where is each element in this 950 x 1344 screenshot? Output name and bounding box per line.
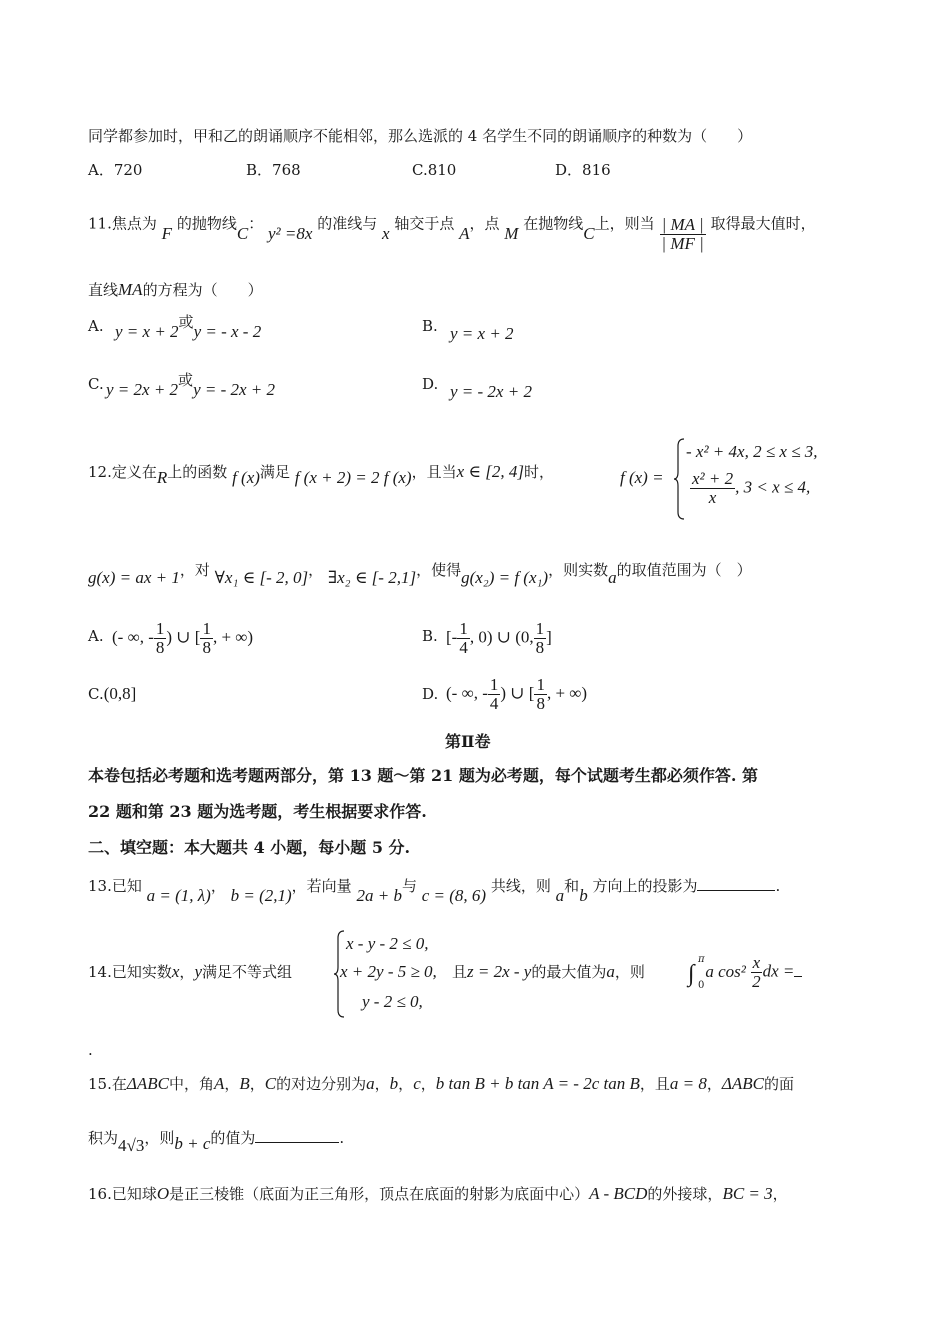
q12-fx: f (x)	[232, 468, 260, 487]
q12-text: 定义在	[111, 463, 157, 481]
q11-stem	[88, 206, 816, 253]
q12-case2-frac	[690, 470, 735, 507]
q12-option-d	[446, 676, 587, 713]
q14-a: a	[606, 962, 615, 981]
q15-C: C	[264, 1074, 277, 1093]
q12-opt-frac	[534, 676, 547, 713]
q11-C: C	[236, 223, 249, 243]
q15-text: ，	[374, 1075, 390, 1093]
q12-g: g(x) = ax + 1	[88, 568, 180, 587]
q12-text: ，使得	[416, 561, 462, 579]
q13-vec-b: b = (2,1)	[230, 886, 292, 905]
q15-b-plus-c: b + c	[174, 1134, 211, 1153]
q12-opt-text: (- ∞, -	[446, 683, 488, 703]
q11-option-b-label: B.	[422, 317, 438, 335]
section-heading: 二、填空题：本大题共 4 小题，每小题 5 分.	[88, 838, 411, 857]
q11-option-c	[106, 371, 276, 400]
q11-text: 取得最大值时，	[710, 214, 816, 233]
q11-text: 在抛物线	[523, 214, 584, 233]
q11-option-c-label: C.	[88, 375, 104, 393]
q11-option-a-eq2: y = - x - 2	[193, 322, 262, 341]
q11-C: C	[583, 223, 595, 243]
q14-text: ，	[179, 963, 195, 981]
q15-triangle: ΔABC	[721, 1074, 764, 1093]
frac-den: 4	[459, 638, 468, 657]
q12-option-c-label: C.	[88, 685, 104, 703]
integral-lower: 0	[698, 980, 705, 991]
q15-area: 4√3	[118, 1136, 145, 1155]
q11-option-a-eq1: y = x + 2	[115, 322, 179, 341]
q12-text: ，则实数	[548, 561, 609, 579]
q11-text: 的方程为（ ）	[142, 281, 263, 299]
q12-case2-tail: , 3 < x ≤ 4,	[735, 477, 811, 497]
q13-text: ，若向量	[291, 877, 352, 895]
q11-text: 焦点为	[111, 214, 157, 233]
q14-stem-tail	[452, 962, 645, 982]
q16-stem	[88, 1184, 788, 1204]
q15-text: ，	[706, 1075, 722, 1093]
q12-text: ，且当	[411, 463, 457, 481]
q14-x: x	[171, 962, 180, 981]
q11-M: M	[504, 223, 519, 243]
frac-num: 1	[155, 619, 165, 638]
q11-text: ：	[248, 214, 264, 233]
q15-stem-line2	[88, 1128, 345, 1155]
part2-title: 第Ⅱ卷	[445, 732, 491, 751]
q11-or: 或	[178, 313, 194, 331]
q15-text: .	[339, 1129, 345, 1147]
q12-g-eq: g(x₂) = f (x₁)	[461, 568, 549, 587]
q15-text: 的值为	[210, 1129, 256, 1147]
q16-O: O	[156, 1184, 170, 1203]
frac-den: 8	[155, 638, 165, 657]
q12-a: a	[608, 568, 617, 587]
q13-answer-blank[interactable]	[697, 876, 775, 891]
q14-z: z = 2x - y	[467, 962, 532, 981]
q15-text: ，	[249, 1075, 265, 1093]
q14-text: 已知实数	[111, 963, 172, 981]
q15-text: 的对边分别为	[276, 1075, 367, 1093]
q13-num: 13.	[88, 877, 112, 895]
q12-option-b	[446, 620, 552, 657]
q16-text: 是正三棱锥（底面为正三角形，顶点在底面的射影为底面中心）	[169, 1185, 590, 1203]
q13-text: 共线，则	[490, 877, 551, 895]
q14-ineq-1: x - y - 2 ≤ 0,	[346, 934, 429, 953]
q15-text: ，	[224, 1075, 240, 1093]
q12-fdef: f (x) =	[620, 468, 664, 487]
q11-stem-line2	[88, 280, 263, 300]
q12-text: ，对	[179, 561, 210, 579]
q15-text: ，且	[639, 1075, 670, 1093]
q12-R: R	[156, 468, 168, 487]
q15-triangle: ΔABC	[126, 1074, 169, 1093]
q10-option-b: B．768	[246, 161, 301, 179]
q12-text: 时，	[523, 463, 554, 481]
q13-text: 已知	[111, 877, 142, 895]
q11-option-d-eq: y = - 2x + 2	[450, 382, 532, 401]
q14-ineq-2: x + 2y - 5 ≥ 0,	[340, 962, 437, 981]
q12-option-d-label: D.	[422, 685, 439, 703]
q11-parabola-eq: y² =8x	[267, 223, 313, 243]
q14-text: 的最大值为	[531, 963, 607, 981]
q16-pyramid: A - BCD	[589, 1184, 648, 1203]
q12-opt-text: ) ∪ [	[166, 627, 201, 647]
q12-text: ，	[308, 561, 324, 579]
q11-ratio-num: | MA |	[661, 215, 704, 234]
q12-option-a-label: A.	[88, 627, 104, 645]
q16-text: 已知球	[111, 1185, 157, 1203]
q13-a: a	[555, 886, 565, 905]
q11-text: 直线	[88, 281, 119, 299]
frac-den: 8	[535, 638, 545, 657]
q11-option-a	[115, 313, 262, 342]
q11-option-c-eq1: y = 2x + 2	[106, 380, 179, 399]
q11-option-c-eq2: y = - 2x + 2	[193, 380, 276, 399]
q13-stem	[88, 876, 781, 905]
frac-num: 1	[459, 619, 468, 638]
q12-stem	[88, 462, 554, 487]
frac-den: 8	[536, 694, 545, 713]
q13-vec-c: c = (8, 6)	[421, 886, 487, 905]
q12-opt-text: (- ∞, -	[112, 627, 154, 647]
q14-text: 且	[452, 963, 468, 981]
q15-text: ，	[398, 1075, 414, 1093]
q11-option-d-label: D.	[422, 375, 439, 393]
q14-text: 满足不等式组	[201, 963, 292, 981]
q13-text: 和	[564, 877, 580, 895]
q11-text: 的抛物线	[176, 214, 237, 233]
q11-ratio-den: | MF |	[661, 234, 704, 253]
q11-ratio	[659, 216, 705, 253]
q13-text: 方向上的投影为	[592, 877, 698, 895]
frac-den: 4	[489, 694, 499, 713]
q14-num: 14.	[88, 963, 112, 981]
q12-case2-den: x	[708, 488, 717, 507]
q14-integral	[688, 954, 802, 991]
q12-text: 上的函数	[167, 463, 228, 481]
q12-functional-eq: f (x + 2) = 2 f (x)	[294, 468, 412, 487]
q14-text: ，则	[614, 963, 645, 981]
q15-a-value: a = 8	[669, 1074, 707, 1093]
q10-text: 同学都参加时，甲和乙的朗诵顺序不能相邻，那么选派的 4 名学生不同的朗诵顺序的种数为（ ）	[88, 127, 753, 145]
q12-option-a	[112, 620, 253, 657]
integrand-tail: dx =	[762, 961, 795, 981]
q12-opt-text: , + ∞)	[546, 683, 588, 703]
q16-BC: BC = 3	[722, 1184, 773, 1203]
part2-intro-line1: 本卷包括必考题和选考题两部分，第 13 题～第 21 题为必考题，每个试题考生都必须作答. 第	[88, 766, 758, 785]
q12-opt-frac	[488, 676, 501, 713]
q12-stem-line2	[88, 560, 752, 587]
q12-opt-frac	[200, 620, 213, 657]
q14-stem	[88, 962, 292, 982]
q14-dot: .	[88, 1041, 93, 1059]
q12-case2	[690, 470, 810, 507]
q14-y: y	[194, 962, 202, 981]
q11-text: 轴交于点	[394, 214, 455, 233]
q16-num: 16.	[88, 1185, 112, 1203]
q15-text: 中，角	[168, 1075, 214, 1093]
frac-den: 2	[752, 972, 761, 991]
q13-text: 与	[401, 877, 417, 895]
q11-option-a-label: A.	[88, 317, 104, 335]
q12-option-b-label: B.	[422, 627, 438, 645]
q11-text: ，点	[469, 214, 500, 233]
q10-option-d: D．816	[555, 161, 611, 179]
q15-text: ，	[420, 1075, 436, 1093]
q11-F: F	[161, 223, 173, 243]
q12-opt-text: ]	[546, 627, 552, 647]
q12-option-c	[88, 684, 136, 704]
q13-b: b	[579, 886, 588, 905]
q12-opt-frac	[534, 620, 547, 657]
q11-A: A	[459, 223, 470, 243]
integrand: a cos²	[705, 961, 751, 981]
q12-brace	[674, 438, 686, 520]
frac-den: 8	[202, 638, 211, 657]
q12-opt-text: [-	[446, 627, 458, 647]
q12-num: 12.	[88, 463, 112, 481]
q12-opt-text: , 0) ∪ (0,	[469, 627, 534, 647]
q13-text: .	[775, 877, 781, 895]
q12-opt-frac	[154, 620, 167, 657]
q12-opt-text: ) ∪ [	[500, 683, 535, 703]
q12-opt-frac	[457, 620, 470, 657]
q15-equation: b tan B + b tan A = - 2c tan B	[435, 1074, 640, 1093]
q11-or: 或	[178, 371, 194, 389]
q14-answer-blank[interactable]	[794, 962, 802, 977]
frac-num: 1	[489, 675, 499, 694]
q11-text: 上，则当	[594, 214, 655, 233]
q13-vec-sum: 2a + b	[356, 886, 402, 905]
q12-opt-text: , + ∞)	[212, 627, 254, 647]
q15-stem	[88, 1074, 794, 1094]
q12-forall: ∀x₁ ∈ [- 2, 0]	[214, 568, 309, 587]
frac-num: x	[752, 953, 761, 972]
q15-text: ，则	[144, 1129, 175, 1147]
q15-answer-blank[interactable]	[255, 1128, 339, 1143]
q12-domain: x ∈ [2, 4]	[456, 462, 524, 481]
q10-option-a: A．720	[88, 161, 143, 179]
frac-num: 1	[536, 675, 545, 694]
q12-exists: ∃x₂ ∈ [- 2,1]	[327, 568, 417, 587]
q15-a: a	[366, 1074, 375, 1093]
q11-x: x	[381, 223, 390, 243]
q11-num: 11.	[88, 214, 112, 233]
q11-option-d	[450, 382, 532, 402]
integral-sign: ∫	[688, 960, 695, 987]
frac-num: 1	[535, 619, 545, 638]
q15-b: b	[389, 1074, 399, 1093]
q15-B: B	[239, 1074, 250, 1093]
part2-intro-line2: 22 题和第 23 题为选考题，考生根据要求作答.	[88, 802, 427, 821]
frac-num: 1	[202, 619, 211, 638]
integrand-frac	[750, 954, 763, 991]
q11-text: 的准线与	[317, 214, 378, 233]
q15-text: 的面	[763, 1075, 794, 1093]
q15-num: 15.	[88, 1075, 112, 1093]
q13-vec-a: a = (1, λ)	[146, 886, 211, 905]
integral-upper: π	[698, 954, 705, 965]
q15-A: A	[213, 1074, 225, 1093]
q12-case2-num: x² + 2	[692, 469, 734, 488]
q14-ineq-3: y - 2 ≤ 0,	[362, 992, 423, 1011]
q12-option-c-value: (0,8]	[103, 684, 137, 703]
q15-c: c	[413, 1074, 421, 1093]
q15-text: 积为	[88, 1129, 119, 1147]
q16-text: ，	[772, 1185, 788, 1203]
q12-text: 的取值范围为（ ）	[616, 561, 752, 579]
q11-MA: MA	[118, 280, 143, 299]
q11-option-b-eq: y = x + 2	[450, 324, 514, 343]
q13-text: ，	[210, 877, 226, 895]
q10-option-c: C.810	[412, 161, 457, 179]
q15-text: 在	[111, 1075, 127, 1093]
q12-text: 满足	[259, 463, 290, 481]
q16-text: 的外接球，	[647, 1185, 723, 1203]
q11-option-b	[450, 324, 514, 344]
q12-case1: - x² + 4x, 2 ≤ x ≤ 3,	[686, 442, 818, 461]
